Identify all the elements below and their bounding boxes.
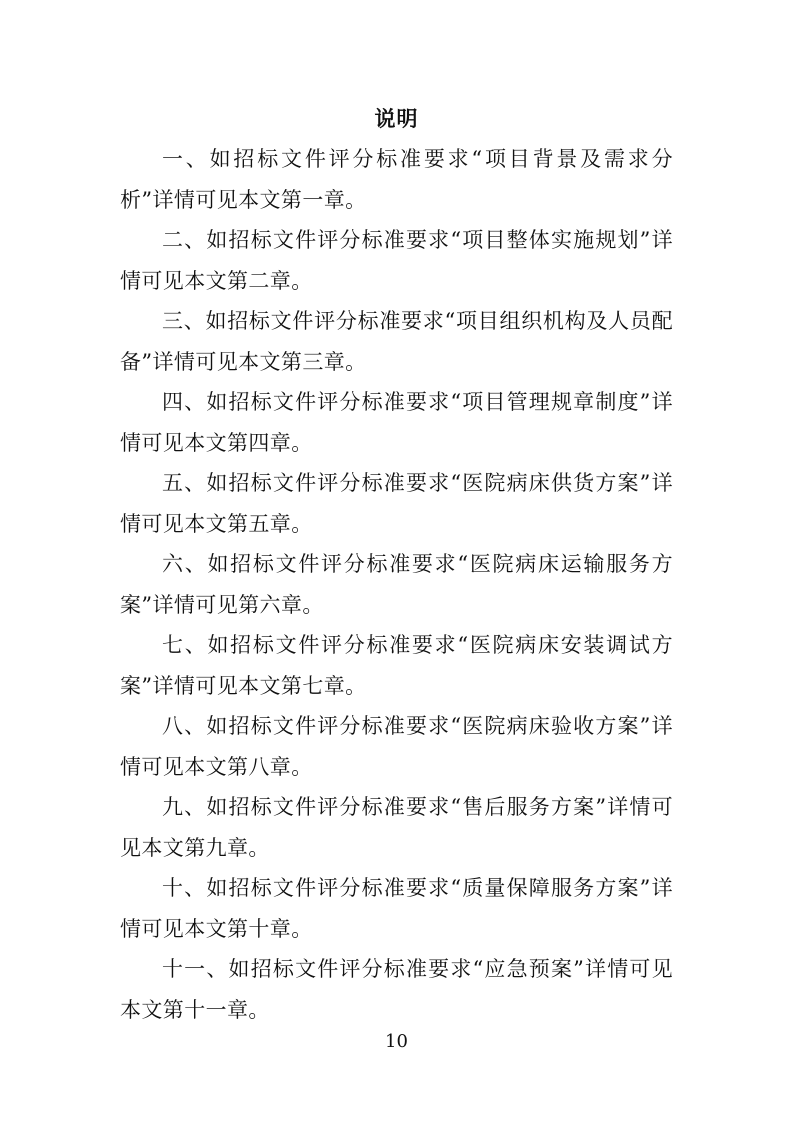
paragraph-chapter-4: 四、如招标文件评分标准要求“项目管理规章制度”详情可见本文第四章。 — [120, 390, 673, 455]
paragraph-chapter-9: 九、如招标文件评分标准要求“售后服务方案”详情可见本文第九章。 — [120, 795, 673, 860]
paragraph-chapter-10: 十、如招标文件评分标准要求“质量保障服务方案”详情可见本文第十章。 — [120, 876, 673, 941]
instructions-body — [120, 139, 673, 1030]
paragraph-chapter-2: 二、如招标文件评分标准要求“项目整体实施规划”详情可见本文第二章。 — [120, 228, 673, 293]
paragraph-chapter-7: 七、如招标文件评分标准要求“医院病床安装调试方案”详情可见本文第七章。 — [120, 633, 673, 698]
paragraph-chapter-6: 六、如招标文件评分标准要求“医院病床运输服务方案”详情可见第六章。 — [120, 552, 673, 617]
paragraph-chapter-8: 八、如招标文件评分标准要求“医院病床验收方案”详情可见本文第八章。 — [120, 714, 673, 779]
paragraph-chapter-1: 一、如招标文件评分标准要求“项目背景及需求分析”详情可见本文第一章。 — [120, 147, 673, 212]
page-number: 10 — [385, 1031, 408, 1052]
paragraph-chapter-11: 十一、如招标文件评分标准要求“应急预案”详情可见本文第十一章。 — [120, 957, 673, 1022]
paragraph-chapter-3: 三、如招标文件评分标准要求“项目组织机构及人员配备”详情可见本文第三章。 — [120, 309, 673, 374]
paragraph-chapter-5: 五、如招标文件评分标准要求“医院病床供货方案”详情可见本文第五章。 — [120, 471, 673, 536]
page-title: 说明 — [374, 106, 419, 131]
